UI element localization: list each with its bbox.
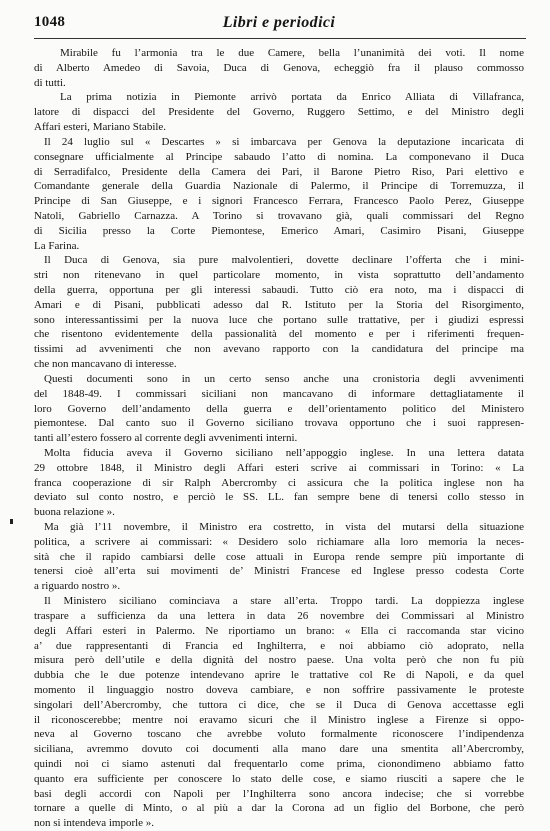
text-line: il riconoscerebbe; mentre noi eravamo sicuri che il Ministro inglese a Firenze si oppo-: [34, 713, 524, 726]
text-line: a’ due rappresentanti di Francia ed Inghilterra, e noi abbiamo ciò adoprato, nella: [34, 639, 524, 652]
text-line: siciliana, avremmo dovuto coi documenti alla mano dare una smentita all’Abercromby,: [34, 743, 524, 756]
text-line: La Farina.: [34, 239, 80, 252]
text-line: non si intendeva imporle ».: [34, 817, 155, 830]
text-line: basi degli accordi con Napoli per l’Inghilterra sono ancora indecise; che si vorrebbe: [34, 787, 524, 800]
text-line: tenersi cioè all’erta sui movimenti de’ Ministri Francese ed Inglese presso codesta Corte: [34, 565, 524, 578]
text-line: Il 24 luglio sul « Descartes » si imbarcava per Genova la deputazione incaricata di: [44, 135, 524, 148]
text-line: di Alberto Amedeo di Savoia, Duca di Genova, echeggiò fra il plauso commosso: [34, 61, 524, 74]
text-line: che risentono evidentemente della passionalità del momento e per i riferimenti frequen-: [34, 328, 524, 341]
text-line: misura però dell’utile e della dignità del nostro paese. Una volta però che non fu più: [34, 654, 524, 667]
text-line: quanto era sufficiente per conoscere lo stato delle cose, e siamo riusciti a sapere che le: [34, 772, 524, 785]
text-line: di Serradifalco, Presidente della Camera dei Pari, il Barone Pietro Riso, Pari elettivo e: [34, 165, 524, 178]
text-line: Il Ministero siciliano cominciava a stare all’erta. Troppo tardi. La doppiezza inglese: [44, 595, 524, 608]
text-line: sono interessantissimi per la nuova luce che portano sulle trattative, per i giudizi espressi: [34, 313, 524, 326]
text-line: latore di dispacci del Presidente del Governo, Ruggero Settimo, e del Ministro degli: [34, 106, 524, 119]
text-line: franca cooperazione di sir Ralph Abercromby ci assicura che la politica inglese non ha: [34, 476, 524, 489]
text-line: Principe di San Giuseppe, e i signori Francesco Ferrara, Francesco Paolo Perez, Giuseppe: [34, 195, 524, 208]
text-line: dubbia che le due potenze intendevano aprire le trattative col Re di Napoli, e da quel: [34, 669, 524, 682]
body-text: [34, 46, 524, 831]
text-line: Mirabile fu l’armonia tra le due Camere, bella l’unanimità dei voti. Il nome: [60, 47, 524, 59]
text-line: politica, a scrivere ai commissari: « Desidero solo richiamare alla loro memoria la neces-: [34, 535, 524, 548]
text-line: che non mancavano di interesse.: [34, 358, 177, 371]
page-header: [34, 14, 524, 38]
text-line: momento il linguaggio nostro doveva cambiare, e non soffrire passivamente le proteste: [34, 683, 524, 696]
text-line: singolari dell’Abercromby, che tuttora ci dice, che se il Duca di Genova accettasse egli: [34, 698, 524, 711]
margin-mark: [10, 519, 13, 524]
running-title: Libri e periodici: [222, 14, 336, 31]
text-line: Natoli, Gabriello Carnazza. A Torino si trovavano già, quali commissari del Regno: [34, 209, 524, 222]
text-line: Molta fiducia aveva il Governo siciliano nell’appoggio inglese. In una lettera datata: [44, 446, 524, 459]
header-rule: [34, 38, 526, 39]
text-line: traspare a sufficienza da una lettera in data 26 novembre dei Commissari al Ministro: [34, 609, 524, 622]
text-line: neva al Governo toscano che avrebbe voluto formalmente riconoscere l’indipendenza: [34, 728, 524, 741]
text-line: quindi noi ci siamo astenuti dal frequentarlo come prima, cionondimeno abbiamo fatto: [34, 758, 524, 770]
text-line: buona relazione ».: [34, 506, 115, 519]
text-line: di tutti.: [34, 76, 66, 89]
text-line: di Sicilia presso la Corte Piemontese, Emerico Amari, Casimiro Pisani, Giuseppe: [34, 224, 524, 237]
text-line: Comandante generale della Guardia Nazionale di Palermo, il Principe di Torremuzza, il: [34, 180, 524, 193]
text-line: a riguardo nostro ».: [34, 580, 121, 593]
text-line: La prima notizia in Piemonte arrivò portata da Enrico Alliata di Villafranca,: [60, 91, 524, 104]
text-line: Affari esteri, Mariano Stabile.: [34, 121, 167, 134]
text-line: Ma già l’11 novembre, il Ministro era costretto, in vista del mutarsi della situazione: [44, 521, 524, 533]
text-line: del 1848-49. I commissari siciliani non mancavano di informare dettagliatamente il: [34, 387, 524, 400]
text-line: Questi documenti sono in un certo senso anche una cronistoria degli avvenimenti: [44, 372, 524, 385]
text-line: loro Governo dell’andamento della guerra e dell’orientamento politico del Ministero: [34, 402, 524, 415]
text-line: Amari e di Pisani, pubblicati adesso dal R. Istituto per la Storia del Risorgimento,: [34, 298, 524, 311]
text-line: consegnare ufficialmente al Principe sabaudo l’atto di nomina. La componevano il Duca: [34, 150, 524, 163]
text-line: Il Duca di Genova, sia pure malvolentieri, dovette declinare l’offerta che i mini-: [44, 254, 524, 267]
text-line: deviato sul conto nostro, e perciò le SS. LL. fan sempre bene di tenersi collo stesso in: [34, 491, 524, 504]
text-line: 29 ottobre 1848, il Ministro degli Affari esteri scrive ai commissari in Torino: « La: [34, 461, 524, 474]
text-line: tanti all’estero fossero al corrente degli avvenimenti interni.: [34, 432, 298, 445]
text-line: della guerra, opportuna per gli interessi sabaudi. Tutto ciò era noto, ma i dispacci di: [34, 284, 524, 296]
text-line: tissimi ad avvenimenti che non avevano rapporto con la candidatura del principe ma: [34, 343, 524, 356]
page-number: 1048: [34, 14, 66, 30]
text-line: stri non ritenevano in quel particolare momento, in vista soprattutto dell’andamento: [34, 269, 524, 282]
text-line: degli Affari esteri in Palermo. Ne riportiamo un brano: « Ella ci raccomanda star vicino: [34, 624, 524, 637]
text-line: sità che il rapido cambiarsi delle cose attuali in Europa rende sempre più importante di: [34, 550, 524, 563]
text-line: tornare a quelle di Minto, o al più a dar la Corona ad un figlio del Borbone, che però: [34, 802, 524, 815]
text-line: piemontese. Dal canto suo il Governo siciliano trovava opportuno che i suoi rappresen-: [34, 417, 524, 430]
